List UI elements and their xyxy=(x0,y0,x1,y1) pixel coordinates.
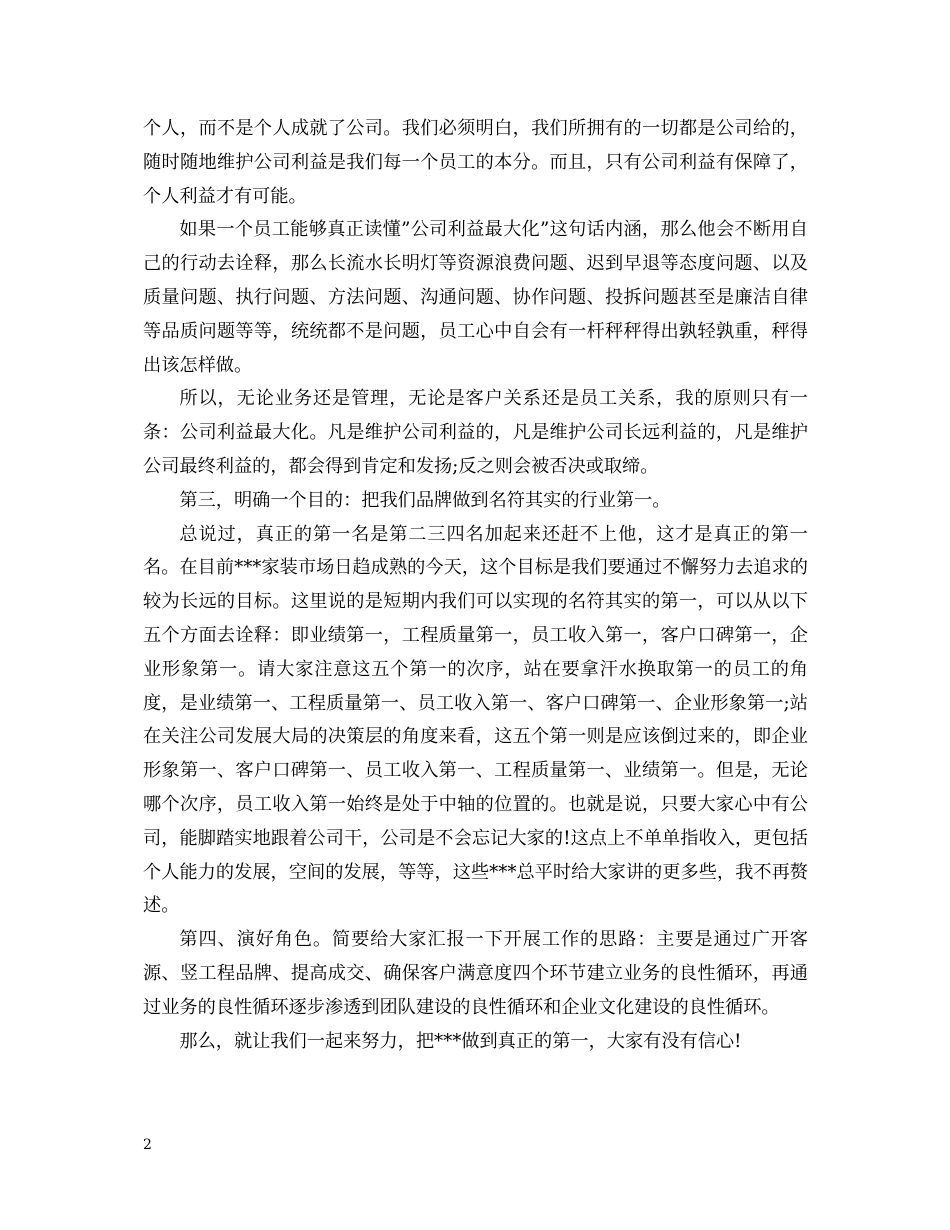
paragraph-5: 总说过，真正的第一名是第二三四名加起来还赶不上他，这才是真正的第一名。在目前***家装市场日趋成熟的今天，这个目标是我们要通过不懈努力去追求的较为长远的目标。这里说的是短期内我们可以实现的名符其实的第一，可以从以下五个方面去诠释：即业绩第一，工程质量第一，员工收入第一，客户口碑第一，企业形象第一。请大家注意这五个第一的次序，站在要拿汗水换取第一的员工的角度，是业绩第一、工程质量第一、员工收入第一、客户口碑第一、企业形象第一;站在关注公司发展大局的决策层的角度来看，这五个第一则是应该倒过来的，即企业形象第一、客户口碑第一、员工收入第一、工程质量第一、业绩第一。但是，无论哪个次序，员工收入第一始终是处于中轴的位置的。也就是说，只要大家心中有公司，能脚踏实地跟着公司干，公司是不会忘记大家的!这点上不单单指收入，更包括个人能力的发展，空间的发展，等等，这些***总平时给大家讲的更多些，我不再赘述。 xyxy=(143,523,808,917)
page-number: 2 xyxy=(143,1137,152,1153)
document-body xyxy=(143,112,808,1058)
paragraph-1: 个人，而不是个人成就了公司。我们必须明白，我们所拥有的一切都是公司给的，随时随地维护公司利益是我们每一个员工的本分。而且，只有公司利益有保障了，个人利益才有可能。 xyxy=(143,118,808,207)
paragraph-3: 所以，无论业务还是管理，无论是客户关系还是员工关系，我的原则只有一条：公司利益最大化。凡是维护公司利益的，凡是维护公司长远利益的，凡是维护公司最终利益的，都会得到肯定和发扬;反之则会被否决或取缔。 xyxy=(143,388,808,477)
paragraph-7: 那么，就让我们一起来努力，把***做到真正的第一，大家有没有信心! xyxy=(179,1030,742,1052)
paragraph-6: 第四、演好角色。简要给大家汇报一下开展工作的思路：主要是通过广开客源、竖工程品牌、提高成交、确保客户满意度四个环节建立业务的良性循环，再通过业务的良性循环逐步渗透到团队建设的良性循环和企业文化建设的良性循环。 xyxy=(143,929,808,1018)
paragraph-2: 如果一个员工能够真正读懂”公司利益最大化”这句话内涵，那么他会不断用自己的行动去诠释，那么长流水长明灯等资源浪费问题、迟到早退等态度问题、以及质量问题、执行问题、方法问题、沟通问题、协作问题、投拆问题甚至是廉洁自律等品质问题等等，统统都不是问题，员工心中自会有一杆秤秤得出孰轻孰重，秤得出该怎样做。 xyxy=(143,219,808,376)
paragraph-4: 第三，明确一个目的：把我们品牌做到名符其实的行业第一。 xyxy=(179,489,671,511)
